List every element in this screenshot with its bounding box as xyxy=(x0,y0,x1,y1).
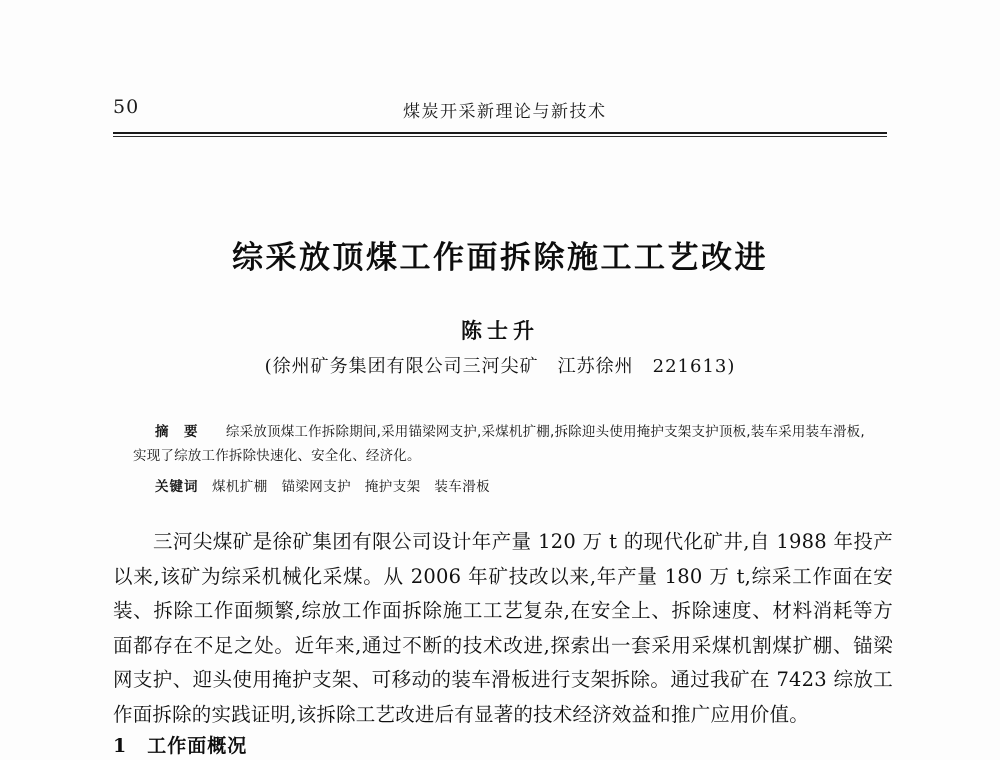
article-title: 综采放顶煤工作面拆除施工工艺改进 xyxy=(232,240,768,276)
abstract-label: 摘 要 xyxy=(155,424,199,440)
abstract-text: 综采放顶煤工作拆除期间,采用锚梁网支护,采煤机扩棚,拆除迎头使用掩护支架支护顶板,装车采用装车滑板,实现了综放工作拆除快速化、安全化、经济化。 xyxy=(133,424,865,464)
article-author: 陈士升 xyxy=(461,318,539,343)
page-header xyxy=(113,96,887,124)
section-title: 工作面概况 xyxy=(147,735,248,757)
body-paragraph: 三河尖煤矿是徐矿集团有限公司设计年产量 120 万 t 的现代化矿井,自 1988 年投产以来,该矿为综采机械化采煤。从 2006 年矿技改以来,年产量 180 万 t,综采工作面在安装、拆除工作面频繁,综放工作面拆除施工工艺复杂,在安全上、拆除速度、材料消耗等方面都存在不足之处。近年来,通过不断的技术改进,探索出一套采用采煤机割煤扩棚、锚梁网支护、迎头使用掩护支架、可移动的装车滑板进行支架拆除。通过我矿在 7423 综放工作面拆除的实践证明,该拆除工艺改进后有显著的技术经济效益和推广应用价值。 xyxy=(113,530,893,726)
article-affiliation: (徐州矿务集团有限公司三河尖矿 江苏徐州 221613) xyxy=(264,356,736,377)
header-rule xyxy=(113,132,887,137)
body-text xyxy=(113,525,893,732)
keywords-label: 关键词 xyxy=(155,479,199,495)
abstract-block xyxy=(133,420,875,468)
keywords-block xyxy=(133,476,875,498)
abstract-paragraph xyxy=(133,420,875,468)
section-number: 1 xyxy=(113,735,128,757)
keywords-text: 煤机扩棚 锚梁网支护 掩护支架 装车滑板 xyxy=(212,479,490,495)
page-number: 50 xyxy=(113,96,140,118)
section-heading xyxy=(113,731,247,758)
running-title: 煤炭开采新理论与新技术 xyxy=(403,102,607,122)
header-rule-thin xyxy=(113,136,887,137)
